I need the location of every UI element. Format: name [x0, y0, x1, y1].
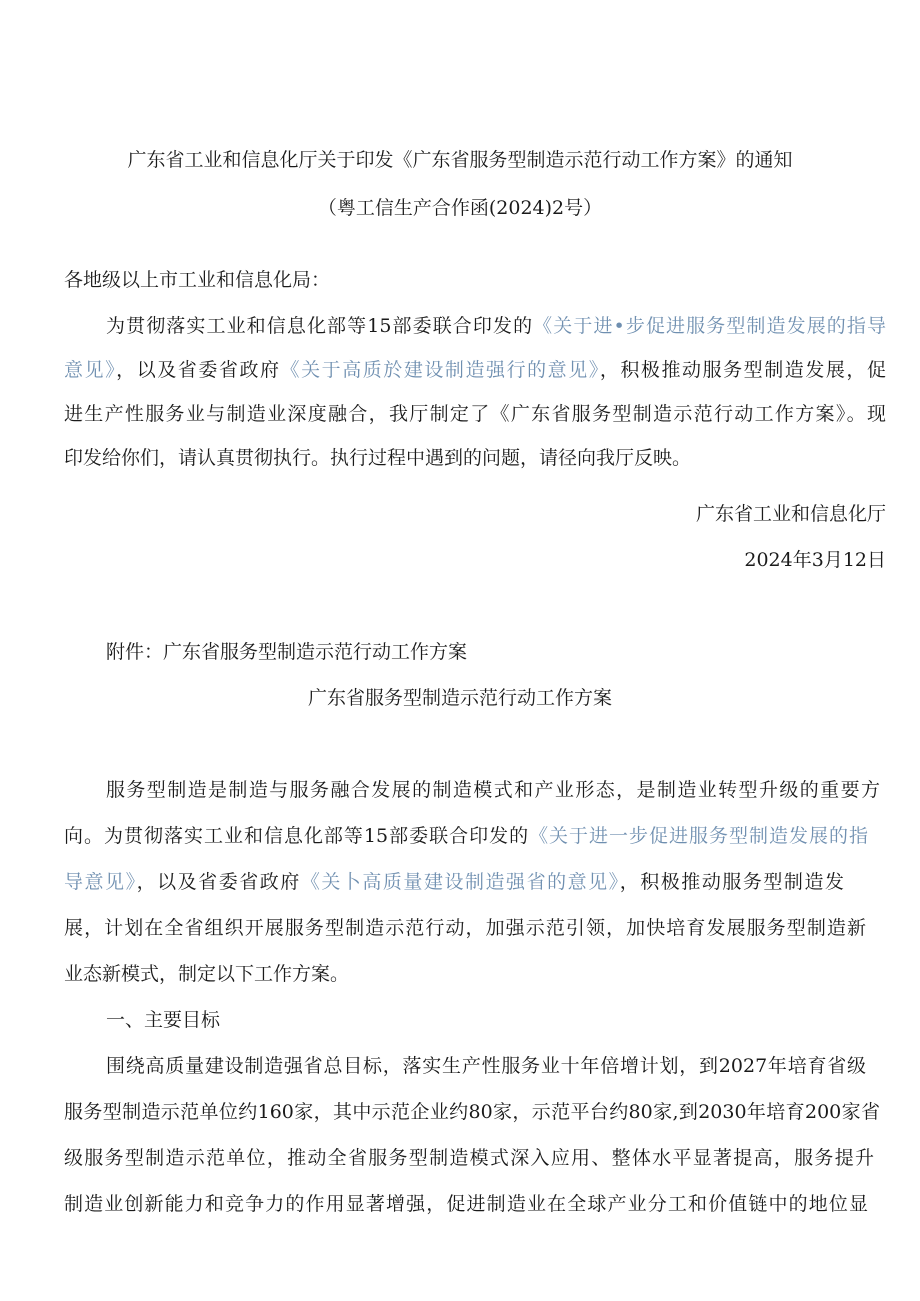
goals-line-4: 制造业创新能力和竞争力的作用显著增强，促进制造业在全球产业分工和价值链中的地位显 — [64, 1193, 868, 1215]
section-heading: 一、主要目标 — [106, 1009, 221, 1031]
intro-line-5: 业态新模式，制定以下工作方案。 — [64, 963, 350, 985]
goals-line-2: 服务型制造示范单位约160家，其中示范企业约80家，示范平台约80家,到2030年培育200家省 — [64, 1101, 880, 1123]
notice-line-3: 进生产性服务业与制造业深度融合，我厅制定了《广东省服务型制造示范行动工作方案》。现 — [64, 403, 886, 425]
guidance-opinion-link-2-end[interactable]: 导意见》 — [64, 871, 137, 893]
notice-line-1 — [106, 314, 886, 338]
intro-text: ，以及省委省政府 — [136, 871, 301, 893]
notice-text: 为贯彻落实工业和信息化部等15部委联合印发的 — [106, 315, 534, 337]
notice-text: ，积极推动服务型制造发展，促 — [599, 359, 886, 381]
goals-line-3: 级服务型制造示范单位，推动全省服务型制造模式深入应用、整体水平显著提高，服务提升 — [64, 1147, 874, 1169]
intro-text: ，积极推动服务型制造发 — [619, 871, 844, 893]
attachment-label: 附件：广东省服务型制造示范行动工作方案 — [106, 641, 468, 663]
guidance-opinion-link[interactable]: 《关于进•步促进服务型制造发展的指导 — [533, 315, 886, 337]
goals-line-1: 围绕高质量建设制造强省总目标，落实生产性服务业十年倍增计划，到2027年培育省级 — [106, 1055, 866, 1077]
date: 2024年3月12日 — [744, 549, 886, 571]
document-title: 广东省工业和信息化厅关于印发《广东省服务型制造示范行动工作方案》的通知 — [127, 149, 793, 171]
document-number: （粤工信生产合作函(2024)2号） — [317, 197, 603, 219]
intro-line-1: 服务型制造是制造与服务融合发展的制造模式和产业形态，是制造业转型升级的重要方 — [106, 779, 880, 801]
notice-line-4: 印发给你们，请认真贯彻执行。执行过程中遇到的问题，请径向我厅反映。 — [64, 447, 692, 469]
intro-text: 向。为贯彻落实工业和信息化部等15部委联合印发的 — [64, 825, 530, 847]
notice-line-2 — [64, 358, 886, 382]
plan-title: 广东省服务型制造示范行动工作方案 — [307, 687, 612, 709]
provincial-opinion-link-2[interactable]: 《关卜高质量建设制造强省的意见》 — [300, 871, 620, 893]
guidance-opinion-link-2[interactable]: 《关于进一步促进服务型制造发展的指 — [529, 825, 868, 847]
intro-line-2 — [64, 824, 868, 848]
salutation: 各地级以上市工业和信息化局： — [64, 269, 331, 291]
signature: 广东省工业和信息化厅 — [695, 503, 886, 525]
provincial-opinion-link[interactable]: 《关于高质於建设制造强行的意见》 — [280, 359, 600, 381]
intro-line-4: 展，计划在全省组织开展服务型制造示范行动，加强示范引领，加快培育发展服务型制造新 — [64, 917, 866, 939]
intro-line-3 — [64, 870, 844, 894]
guidance-opinion-link-end[interactable]: 意见》 — [64, 359, 117, 381]
notice-text: ，以及省委省政府 — [116, 359, 281, 381]
